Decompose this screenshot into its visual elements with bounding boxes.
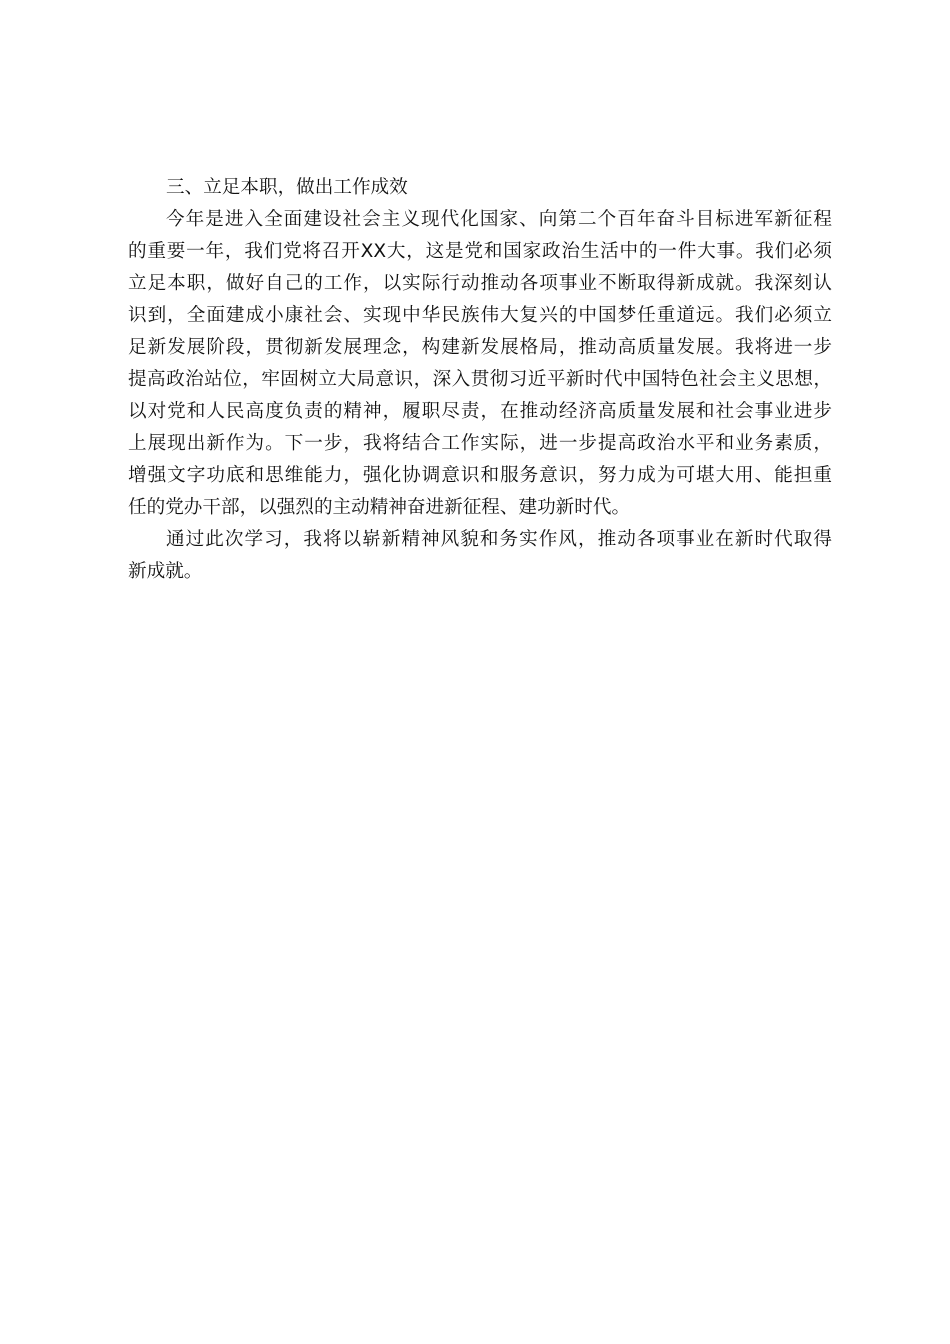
paragraph-1-line: 足新发展阶段，贯彻新发展理念，构建新发展格局，推动高质量发展。我将进一步 bbox=[128, 337, 832, 358]
paragraph-2-line: 通过此次学习，我将以崭新精神风貌和务实作风，推动各项事业在新时代取得 bbox=[166, 529, 832, 550]
paragraph-1-line: 上展现出新作为。下一步，我将结合工作实际，进一步提高政治水平和业务素质， bbox=[128, 433, 832, 454]
paragraph-1-line: 提高政治站位，牢固树立大局意识，深入贯彻习近平新时代中国特色社会主义思想， bbox=[128, 369, 832, 390]
document-body bbox=[128, 172, 832, 588]
paragraph-1-line: 识到，全面建成小康社会、实现中华民族伟大复兴的中国梦任重道远。我们必须立 bbox=[128, 305, 832, 326]
paragraph-2 bbox=[128, 524, 832, 588]
paragraph-2-line: 新成就。 bbox=[128, 561, 203, 582]
paragraph-1-line: 任的党办干部，以强烈的主动精神奋进新征程、建功新时代。 bbox=[128, 497, 631, 518]
paragraph-1-line: 增强文字功底和思维能力，强化协调意识和服务意识，努力成为可堪大用、能担重 bbox=[128, 465, 832, 486]
section-heading: 三、立足本职，做出工作成效 bbox=[166, 177, 408, 198]
paragraph-1-line: 的重要一年，我们党将召开XX大，这是党和国家政治生活中的一件大事。我们必须 bbox=[128, 241, 832, 262]
paragraph-1-line: 以对党和人民高度负责的精神，履职尽责，在推动经济高质量发展和社会事业进步 bbox=[128, 401, 832, 422]
paragraph-1-line: 今年是进入全面建设社会主义现代化国家、向第二个百年奋斗目标进军新征程 bbox=[166, 209, 832, 230]
paragraph-1-line: 立足本职，做好自己的工作，以实际行动推动各项事业不断取得新成就。我深刻认 bbox=[128, 273, 832, 294]
paragraph-1 bbox=[128, 204, 832, 524]
